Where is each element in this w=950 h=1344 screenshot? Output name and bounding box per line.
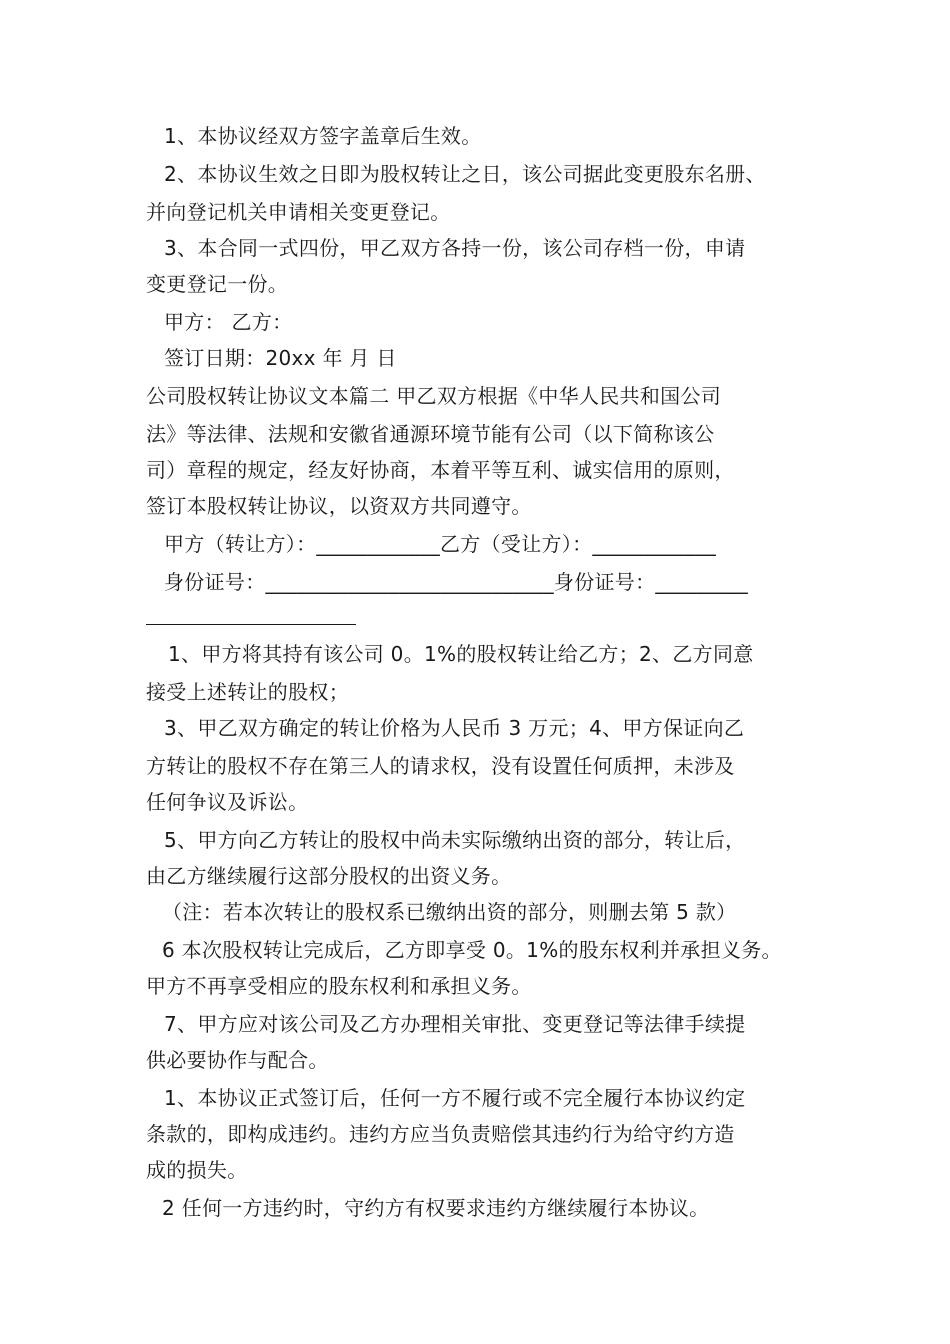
preamble-line-2: 司）章程的规定，经友好协商，本着平等互利、诚实信用的原则， <box>146 458 735 482</box>
clause-copies: 3、本合同一式四份，甲乙双方各持一份，该公司存档一份，申请 <box>164 236 746 260</box>
clause-7-cooperation: 7、甲方应对该公司及乙方办理相关审批、变更登记等法律手续提 <box>164 1012 746 1036</box>
preamble-line-3: 签订本股权转让协议，以资双方共同遵守。 <box>146 494 532 518</box>
clause-transfer-date: 2、本协议生效之日即为股权转让之日，该公司据此变更股东名册、 <box>164 162 766 186</box>
clause-1-share-cont: 接受上述转让的股权； <box>146 680 349 704</box>
note-clause-5: （注：若本次转让的股权系已缴纳出资的部分，则删去第 5 款） <box>162 900 737 924</box>
preamble-line-1: 法》等法律、法规和安徽省通源环境节能有公司（以下简称该公 <box>146 422 715 446</box>
clause-7-cooperation-cont: 供必要协作与配合。 <box>146 1048 329 1072</box>
signature-parties: 甲方： 乙方： <box>164 310 293 334</box>
clause-effective: 1、本协议经双方签字盖章后生效。 <box>164 124 482 148</box>
breach-clause-1-cont: 条款的，即构成违约。违约方应当负责赔偿其违约行为给守约方造 <box>146 1122 735 1146</box>
breach-clause-1-cont-2: 成的损失。 <box>146 1158 248 1182</box>
clause-6-rights: 6 本次股权转让完成后，乙方即享受 0。1%的股东权利并承担义务。 <box>162 938 782 962</box>
party-fields: 甲方（转让方）：____________乙方（受让方）：____________ <box>164 532 716 556</box>
clause-5-capital-cont: 由乙方继续履行这部分股权的出资义务。 <box>146 864 512 888</box>
clause-3-price: 3、甲乙双方确定的转让价格为人民币 3 万元；4、甲方保证向乙 <box>164 716 745 740</box>
id-number-fields: 身份证号：____________________________身份证号：_________ <box>164 570 749 594</box>
breach-clause-2: 2 任何一方违约时，守约方有权要求违约方继续履行本协议。 <box>162 1196 710 1220</box>
signing-date: 签订日期：20xx 年 月 日 <box>164 346 397 370</box>
clause-5-capital: 5、甲方向乙方转让的股权中尚未实际缴纳出资的部分，转让后， <box>164 828 746 852</box>
clause-1-share: 1、甲方将其持有该公司 0。1%的股权转让给乙方；2、乙方同意 <box>168 642 754 666</box>
clause-transfer-date-cont: 并向登记机关申请相关变更登记。 <box>146 200 451 224</box>
id-number-blank <box>146 624 356 625</box>
section-title-2: 公司股权转让协议文本篇二 甲乙双方根据《中华人民共和国公司 <box>146 384 722 408</box>
clause-6-rights-cont: 甲方不再享受相应的股东权利和承担义务。 <box>146 974 532 998</box>
clause-copies-cont: 变更登记一份。 <box>146 272 289 296</box>
clause-3-price-cont: 方转让的股权不存在第三人的请求权，没有设置任何质押，未涉及 <box>146 754 735 778</box>
clause-3-price-cont-2: 任何争议及诉讼。 <box>146 790 309 814</box>
breach-clause-1: 1、本协议正式签订后，任何一方不履行或不完全履行本协议约定 <box>164 1086 746 1110</box>
